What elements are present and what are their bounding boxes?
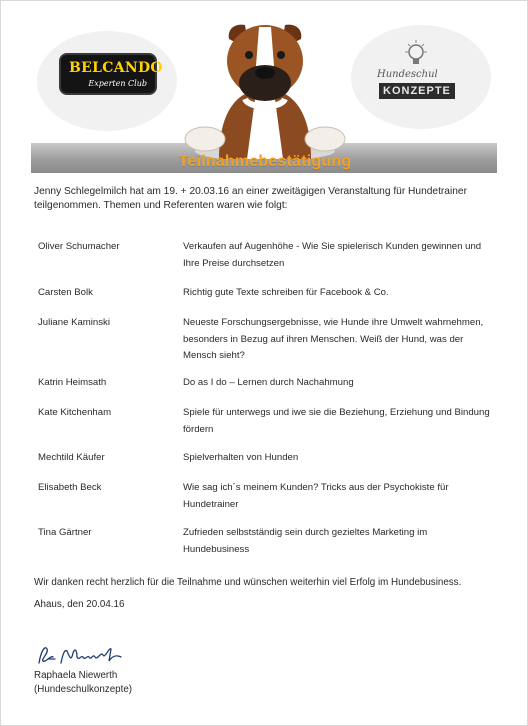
speaker-name: Katrin Heimsath <box>38 377 107 388</box>
speaker-name: Oliver Schumacher <box>38 241 120 252</box>
belcando-logo-sub: Experten Club <box>88 79 147 88</box>
lightbulb-icon <box>401 39 431 69</box>
signer-block <box>34 669 132 697</box>
boxer-dog-image <box>179 19 351 159</box>
speaker-name: Elisabeth Beck <box>38 482 102 493</box>
hundeschul-logo-text: Hundeschul <box>377 69 438 80</box>
speaker-name: Kate Kitchenham <box>38 407 112 418</box>
speaker-topic: Verkaufen auf Augenhöhe - Wie Sie spielerisch Kunden gewinnen und Ihre Preise durchsetzen <box>183 241 482 269</box>
belcando-logo-brand: BELCANDO <box>69 60 163 76</box>
page-title: Teilnahmebestätigung <box>178 153 352 170</box>
speaker-topic: Spiele für unterwegs und iwe sie die Beziehung, Erziehung und Bindung fördern <box>183 407 490 435</box>
belcando-logo <box>59 53 163 95</box>
place-date: Ahaus, den 20.04.16 <box>34 599 125 610</box>
signer-organization: (Hundeschulkonzepte) <box>34 684 133 695</box>
speaker-topic: Richtig gute Texte schreiben für Facebook & Co. <box>183 287 389 298</box>
speaker-name: Mechtild Käufer <box>38 452 105 463</box>
speaker-topic: Do as I do – Lernen durch Nachahmung <box>183 377 354 388</box>
konzepte-logo-text: KONZEPTE <box>379 83 455 99</box>
handwritten-signature <box>35 641 125 671</box>
hundeschulkonzepte-logo <box>371 39 465 103</box>
speaker-topic: Zufrieden selbstständig sein durch gezieltes Marketing im Hundebusiness <box>183 527 428 555</box>
signer-name: Raphaela Niewerth <box>34 670 118 681</box>
speaker-name: Juliane Kaminski <box>38 317 110 328</box>
speaker-topic: Spielverhalten von Hunden <box>183 452 299 463</box>
speaker-topic: Wie sag ich´s meinem Kunden? Tricks aus der Psychokiste für Hundetrainer <box>183 482 449 510</box>
intro-text: Jenny Schlegelmilch hat am 19. + 20.03.16 an einer zweitägigen Veranstaltung für Hundetrainer teilgenommen. Themen und Referenten waren wie folgt: <box>34 186 467 211</box>
speaker-topic: Neueste Forschungsergebnisse, wie Hunde ihre Umwelt wahrnehmen, besonders in Bezug auf ihren Menschen. Weiß der Hund, was der Mensch sieht? <box>183 317 484 361</box>
thanks-text: Wir danken recht herzlich für die Teilnahme und wünschen weiterhin viel Erfolg im Hundebusiness. <box>34 577 462 588</box>
speaker-name: Tina Gärtner <box>38 527 92 538</box>
speaker-name: Carsten Bolk <box>38 287 93 298</box>
